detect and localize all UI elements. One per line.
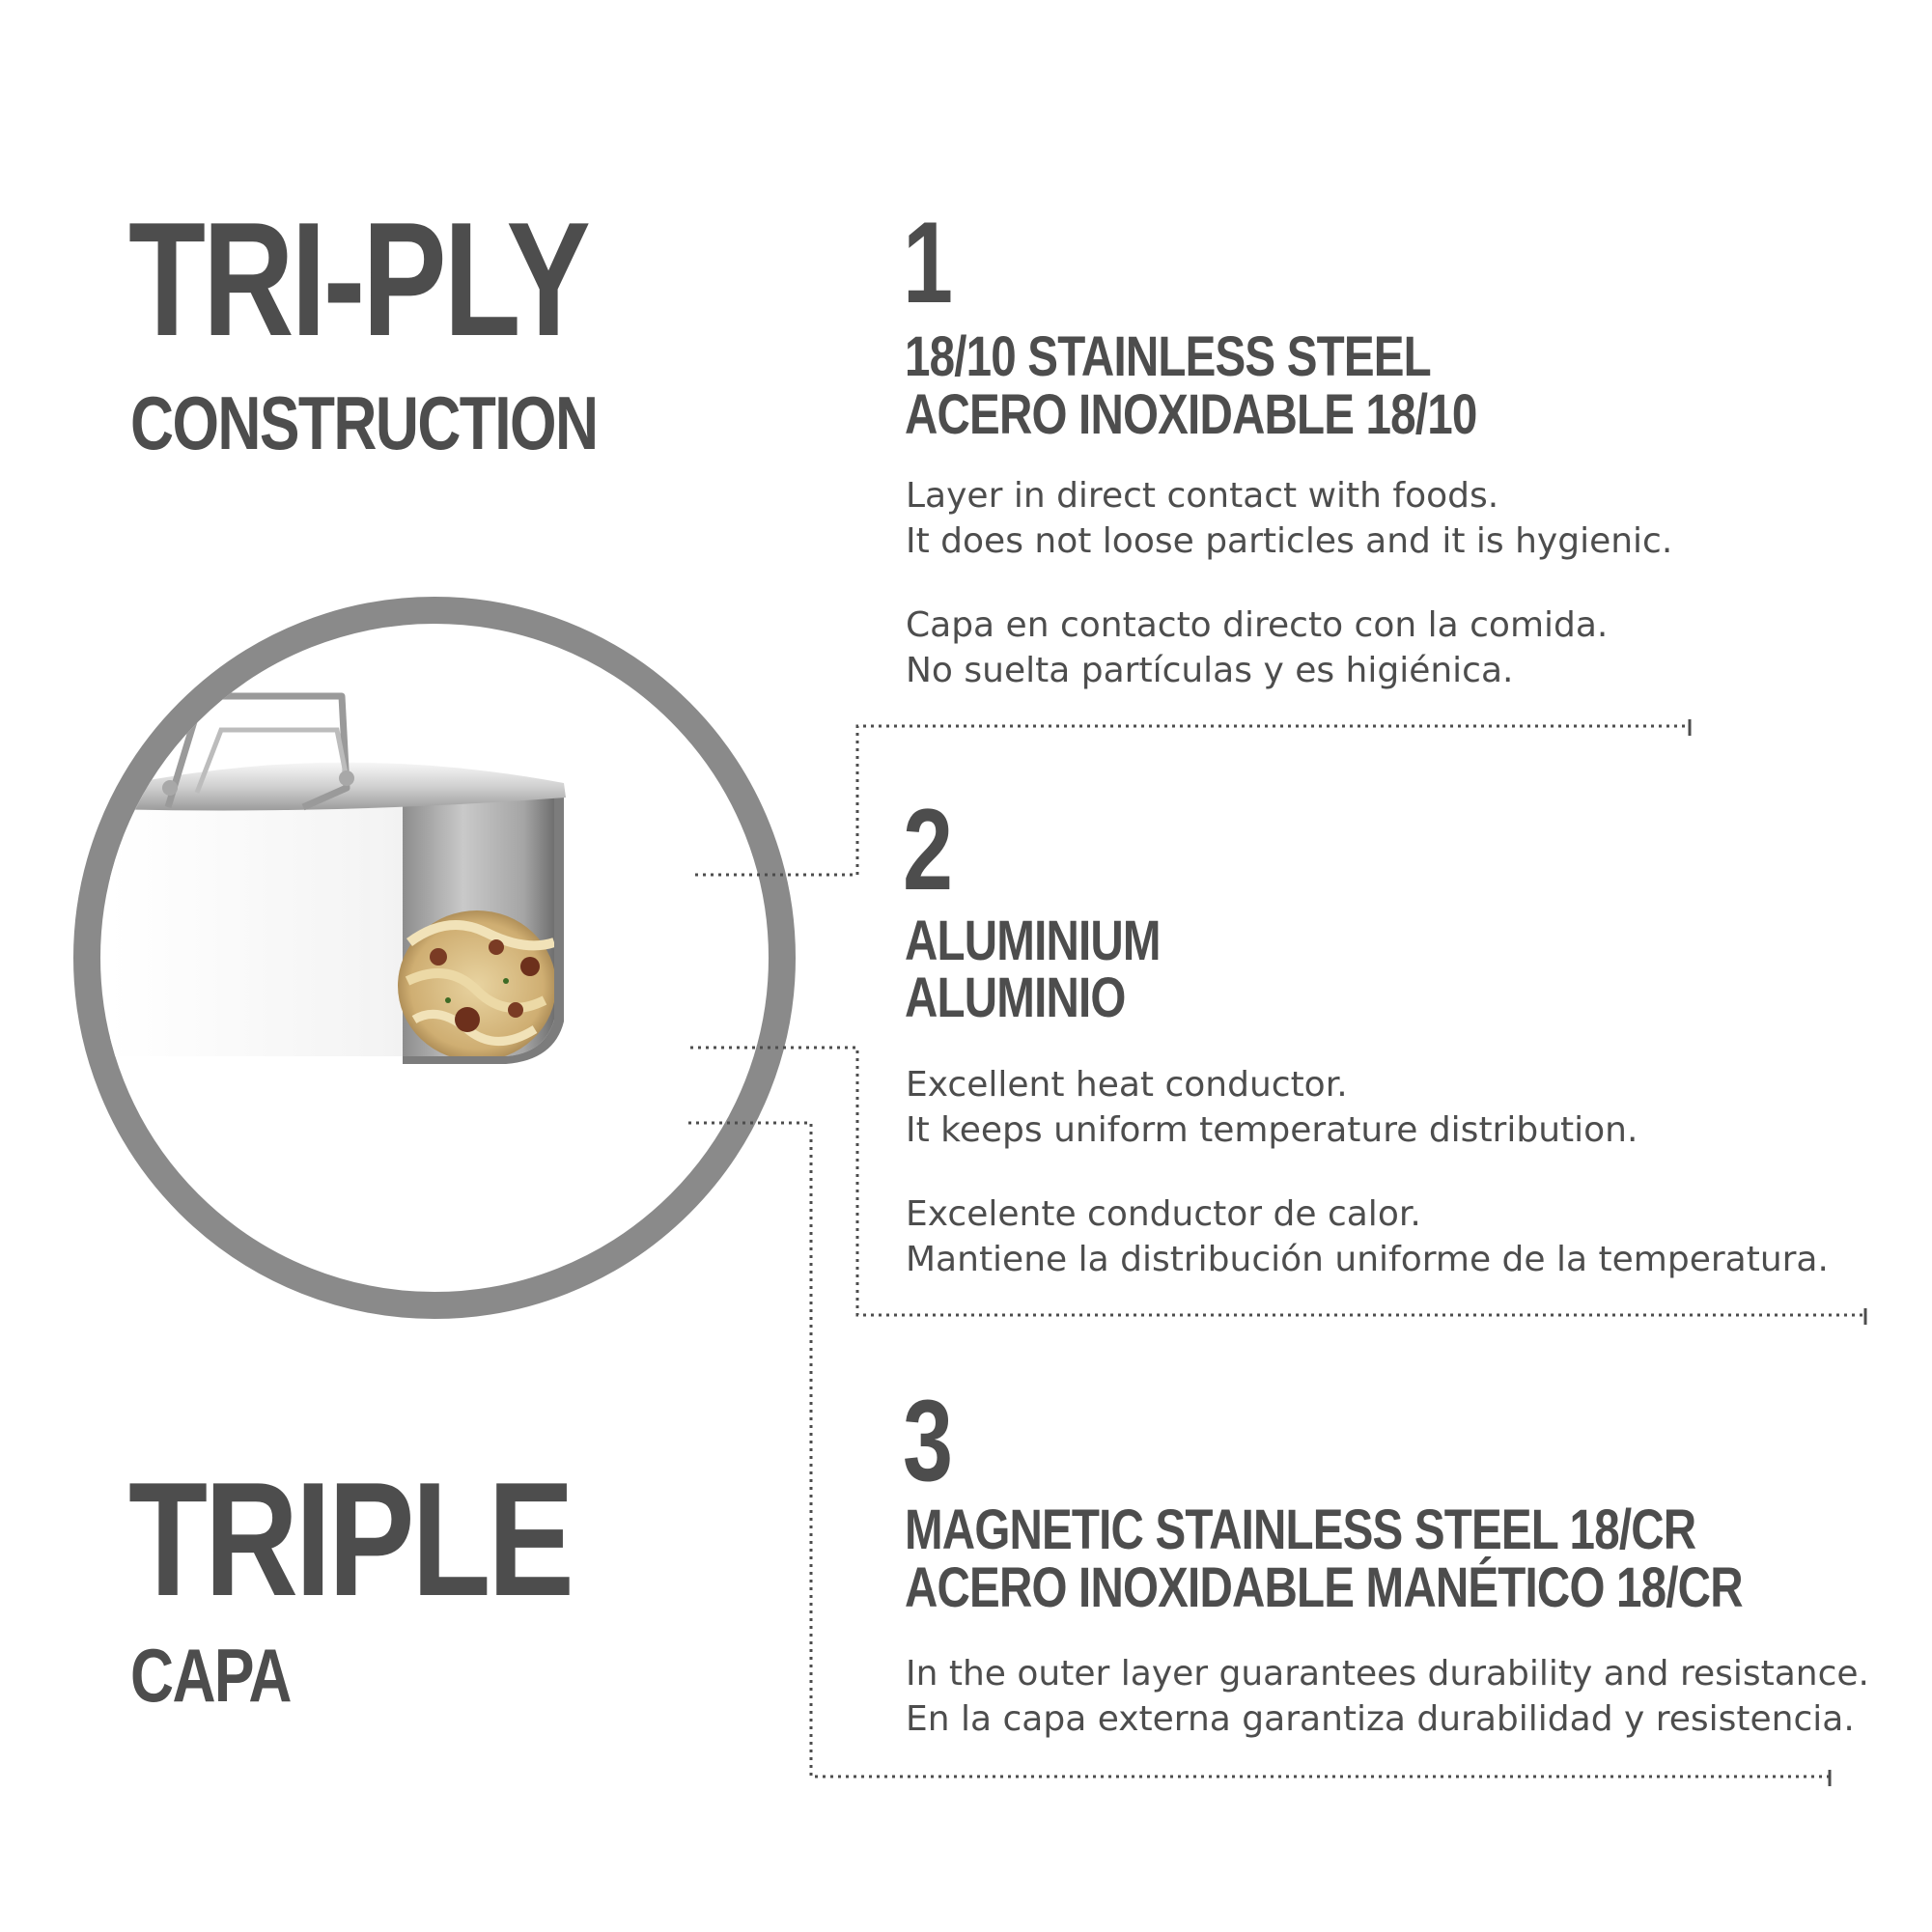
layer-3-desc-en-1: In the outer layer guarantees durability and resistance. [906, 1654, 1869, 1694]
layer-3-heading-en: MAGNETIC STAINLESS STEEL 18/CR [905, 1498, 1696, 1561]
layer-2-desc-es-1: Excelente conductor de calor. [906, 1194, 1421, 1234]
leader-line-layer-1 [695, 726, 1690, 875]
layer-3-desc-es-1: En la capa externa garantiza durabilidad y resistencia. [906, 1699, 1855, 1739]
layer-2-number: 2 [903, 785, 954, 914]
layer-1-heading-en: 18/10 STAINLESS STEEL [905, 325, 1431, 388]
cut-away-pot-image [100, 624, 769, 1292]
layer-2-heading-en: ALUMINIUM [905, 910, 1161, 972]
layer-1-desc-es-1: Capa en contacto directo con la comida. [906, 605, 1609, 645]
layer-2-desc-en-1: Excellent heat conductor. [906, 1065, 1348, 1105]
layer-1-desc-en-1: Layer in direct contact with foods. [906, 476, 1499, 516]
title-tri-ply: TRI-PLY [128, 188, 588, 370]
title-capa: CAPA [130, 1633, 291, 1718]
layer-3-number: 3 [903, 1376, 954, 1505]
layer-2-desc-es-2: Mantiene la distribución uniforme de la temperatura. [906, 1240, 1829, 1279]
layer-2-desc-en-2: It keeps uniform temperature distribution. [906, 1110, 1638, 1150]
title-triple: TRIPLE [128, 1448, 572, 1630]
layer-3-heading-es: ACERO INOXIDABLE MANÉTICO 18/CR [905, 1556, 1743, 1619]
layer-1-heading-es: ACERO INOXIDABLE 18/10 [905, 383, 1477, 446]
layer-1-desc-en-2: It does not loose particles and it is hygienic. [906, 521, 1673, 561]
layer-1-number: 1 [903, 198, 954, 327]
title-construction: CONSTRUCTION [130, 380, 598, 465]
pot-illustration-circle [73, 597, 796, 1319]
layer-1-desc-es-2: No suelta partículas y es higiénica. [906, 651, 1514, 690]
layer-2-heading-es: ALUMINIO [905, 966, 1126, 1029]
